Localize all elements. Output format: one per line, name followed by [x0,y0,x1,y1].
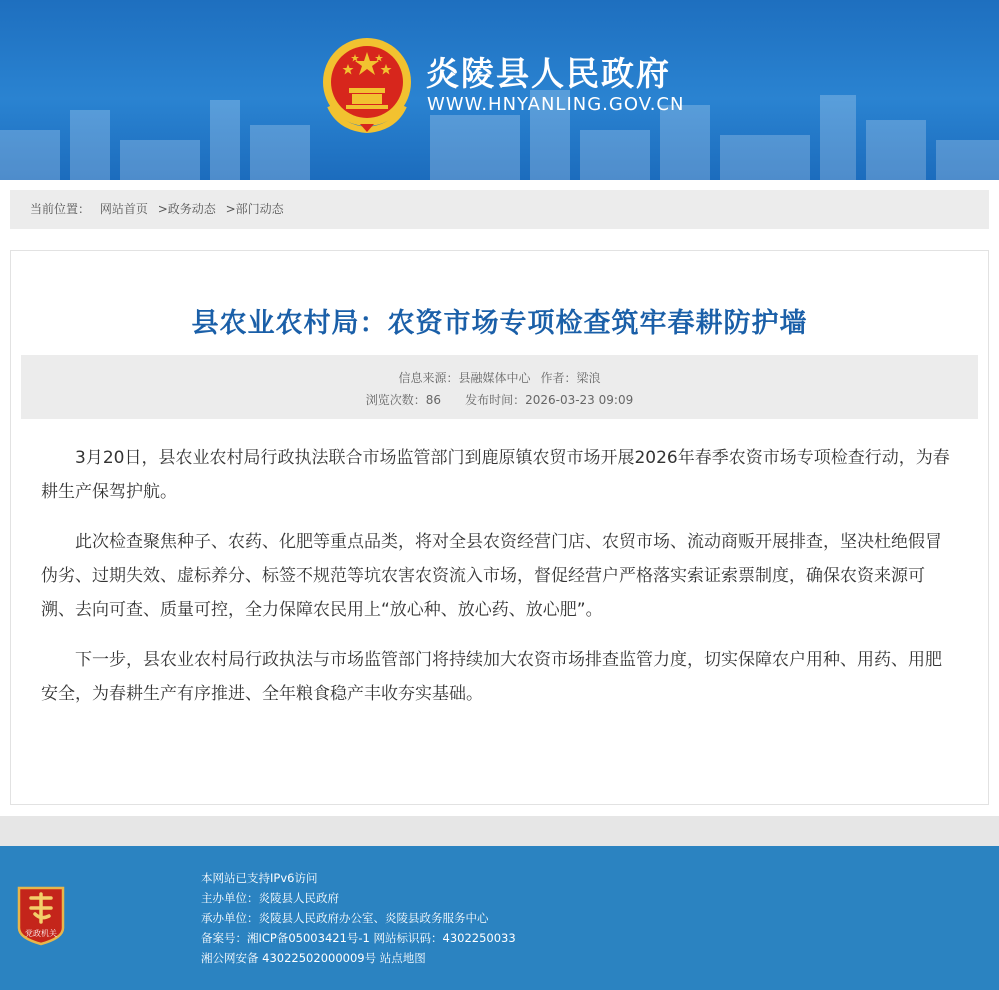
footer [0,846,999,990]
breadcrumb-news-link[interactable]: >政务动态 [157,202,216,216]
views-count: 86 [425,393,442,407]
national-emblem-icon [320,36,414,134]
header-banner [0,0,999,180]
publish-time-label: 发布时间： [465,393,526,407]
ipv6-notice: 本网站已支持IPv6访问 [201,871,318,885]
paragraph: 3月20日，县农业农村局行政执法联合市场监管部门到鹿原镇农贸市场开展2026年春季农资市场专项检查行动，为春耕生产保驾护航。 [41,448,950,502]
record-info [201,928,516,948]
author-label: 作者： [540,371,577,385]
police-record [201,948,516,968]
article-title: 县农业农村局：农资市场专项检查筑牢春耕防护墙 [191,308,808,339]
breadcrumb-home-link[interactable]: 网站首页 [99,202,148,216]
paragraph: 此次检查聚焦种子、农药、化肥等重点品类，将对全县农资经营门店、农贸市场、流动商贩开展排查，坚决杜绝假冒伪劣、过期失效、虚标养分、标签不规范等坑农害农资流入市场，督促经营户严格落实索证索票制度，确保农资来源可溯、去向可查、质量可控，全力保障农民用上“放心种、放心药、放心肥”。 [41,532,942,620]
footer-info [201,868,516,968]
breadcrumb-label: 当前位置： [30,202,91,216]
breadcrumb [10,190,989,229]
author-value: 梁浪 [576,371,601,385]
views-label: 浏览次数： [365,393,426,407]
article-panel [10,250,989,805]
police-record-link[interactable]: 湘公网安备 43022502000009号 [201,951,377,965]
source-label: 信息来源： [398,371,459,385]
publish-time: 2026-03-23 09:09 [525,393,634,407]
source-value: 县融媒体中心 [458,371,531,385]
sponsor-info: 主办单位：炎陵县人民政府 [201,891,339,905]
page-body [0,180,999,816]
article-content [41,441,956,727]
party-government-badge-icon[interactable] [15,884,67,946]
breadcrumb-department-link[interactable]: >部门动态 [225,202,284,216]
icp-label: 备案号： [201,931,247,945]
article-meta [21,355,978,419]
icp-link[interactable]: 湘ICP备05003421号-1 [247,931,370,945]
site-id: 网站标识码：4302250033 [373,931,516,945]
sitemap-link[interactable]: 站点地图 [379,951,426,965]
badge-text: 党政机关 [25,929,57,938]
site-title: 炎陵县人民政府 [426,54,671,93]
organizer-info: 承办单位：炎陵县人民政府办公室、炎陵县政务服务中心 [201,911,489,925]
site-url: WWW.HNYANLING.GOV.CN [427,94,685,115]
paragraph: 下一步，县农业农村局行政执法与市场监管部门将持续加大农资市场排查监管力度，切实保障农户用种、用药、用肥安全，为春耕生产有序推进、全年粮食稳产丰收夯实基础。 [41,650,942,704]
